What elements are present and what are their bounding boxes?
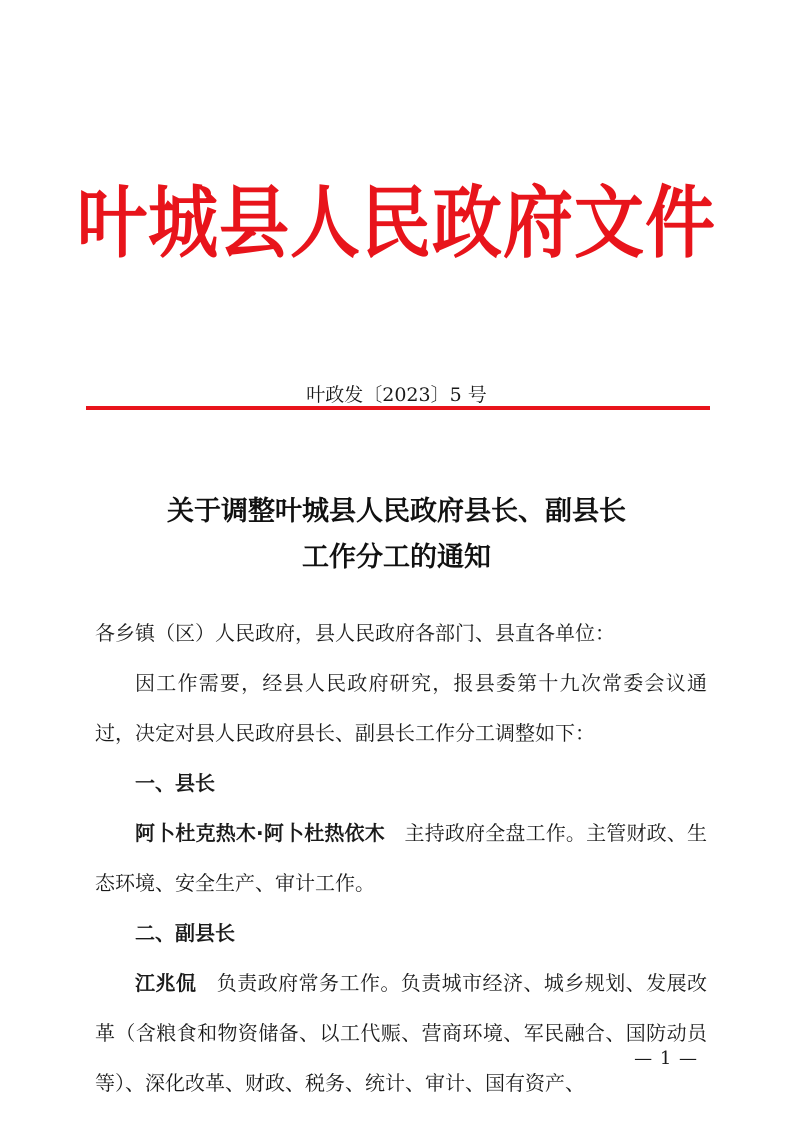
county-head-name: 阿卜杜克热木·阿卜杜热依木 — [135, 821, 385, 845]
page-number: — 1 — — [634, 1048, 698, 1069]
intro-paragraph: 因工作需要，经县人民政府研究，报县委第十九次常委会议通过，决定对县人民政府县长、副县长工作分工调整如下： — [95, 671, 707, 745]
deputy-head-paragraph — [95, 958, 707, 1108]
salutation: 各乡镇（区）人民政府，县人民政府各部门、县直各单位： — [95, 621, 615, 645]
deputy-head-duties: 负责政府常务工作。负责城市经济、城乡规划、发展改革（含粮食和物资储备、以工代赈、营商环境、军民融合、国防动员等）、深化改革、财政、税务、统计、审计、国有资产、 — [95, 971, 708, 1095]
county-head-paragraph — [95, 808, 707, 908]
county-head-duties: 主持政府全盘工作。主管财政、生态环境、安全生产、审计工作。 — [95, 821, 707, 895]
section-heading-deputy-heads: 二、副县长 — [135, 921, 235, 945]
deputy-head-name: 江兆侃 — [135, 971, 197, 995]
issuer-masthead: 叶城县人民政府文件 — [77, 175, 716, 269]
document-body — [95, 608, 707, 1108]
document-title-line-1: 关于调整叶城县人民政府县长、副县长 — [167, 496, 626, 527]
document-number: 叶政发〔2023〕5 号 — [306, 384, 487, 406]
red-divider-line — [86, 406, 710, 410]
section-heading-county-head: 一、县长 — [135, 771, 215, 795]
document-title-line-2: 工作分工的通知 — [302, 542, 491, 573]
